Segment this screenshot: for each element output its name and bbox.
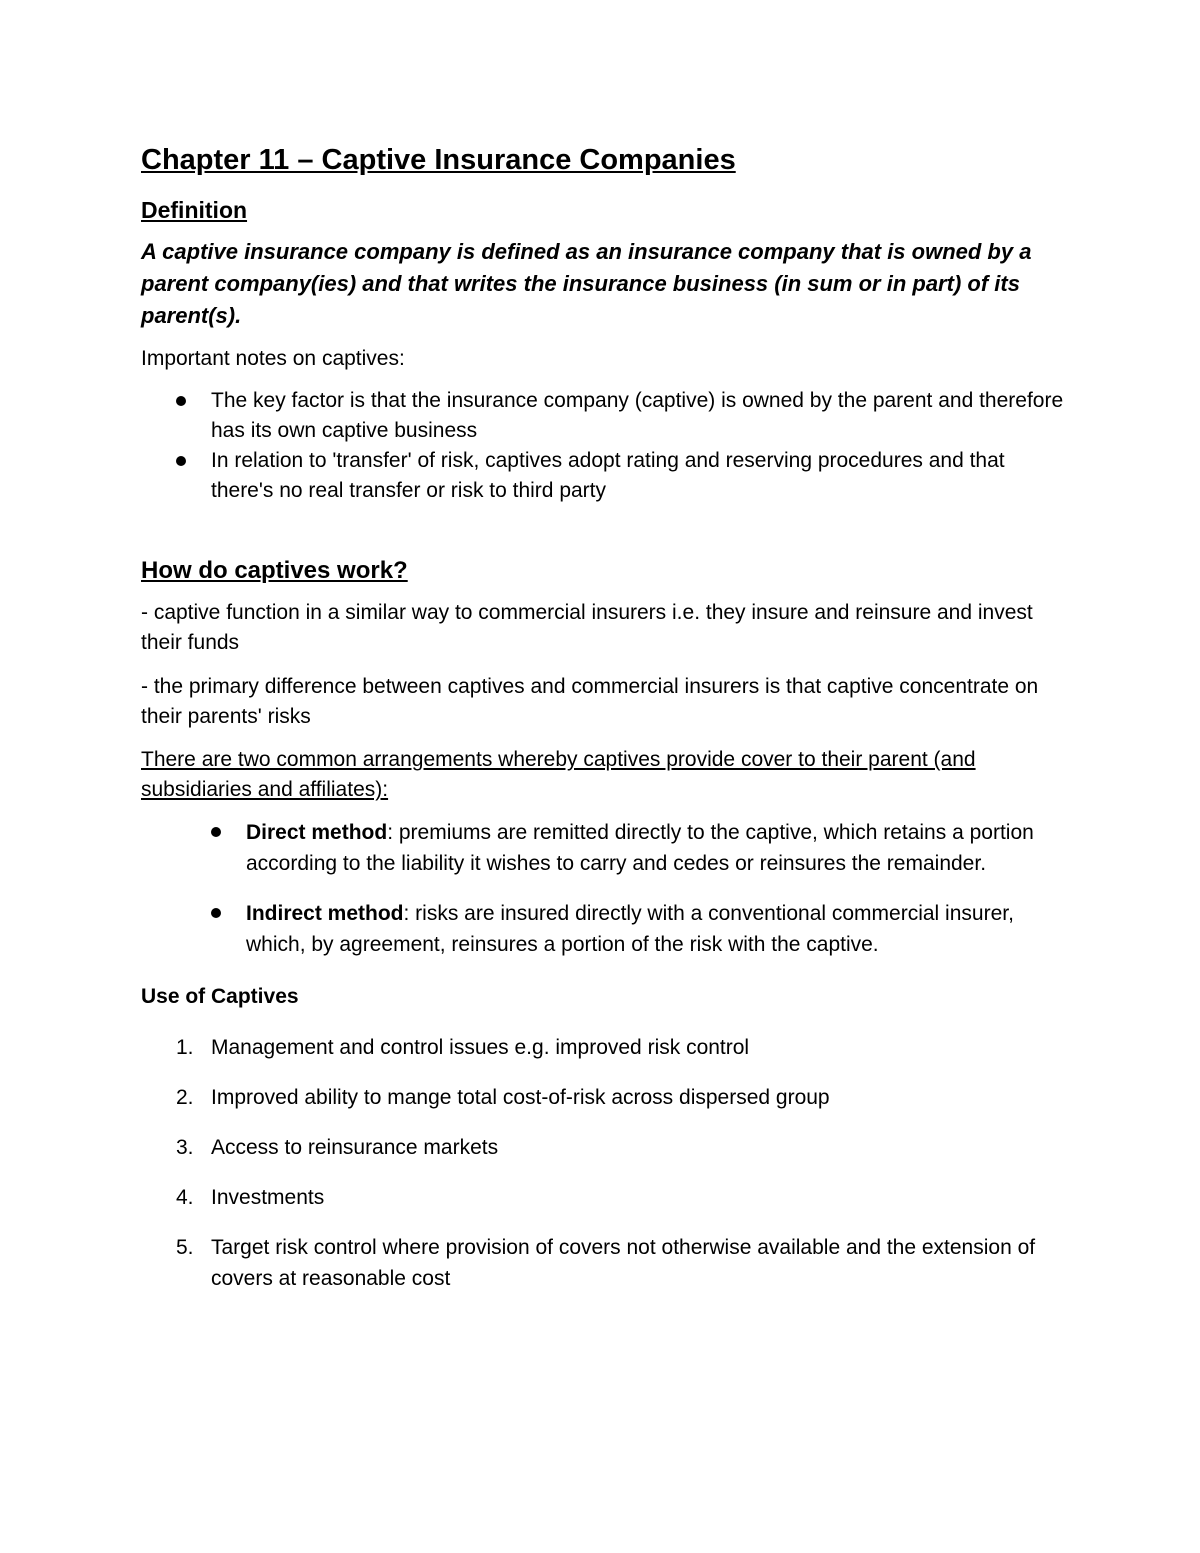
notes-list [141, 386, 1066, 506]
list-item [141, 898, 1066, 960]
list-item-text: Management and control issues e.g. improved risk control [211, 1036, 750, 1059]
list-number: 5. [176, 1236, 194, 1259]
method-description: : risks are insured directly with a conventional commercial insurer, which, by agreement, reinsures a portion of the risk with the captive. [246, 902, 1014, 956]
method-term: Indirect method [246, 902, 404, 925]
list-item [141, 817, 1066, 879]
arrangements-intro: There are two common arrangements whereby captives provide cover to their parent (and subsidiaries and affiliates): [141, 748, 976, 801]
page-title: Chapter 11 – Captive Insurance Companies [141, 144, 736, 176]
list-number: 3. [176, 1136, 194, 1159]
definition-heading: Definition [141, 197, 248, 223]
list-item-text: Target risk control where provision of covers not otherwise available and the extension of covers at reasonable cost [211, 1236, 1036, 1290]
bullet-icon [211, 908, 221, 918]
list-item-text: The key factor is that the insurance company (captive) is owned by the parent and therefore has its own captive business [211, 389, 1064, 442]
list-number: 2. [176, 1086, 194, 1109]
definition-text: A captive insurance company is defined as an insurance company that is owned by a parent company(ies) and that writes the insurance business (in sum or in part) of its parent(s). [141, 239, 1032, 328]
notes-intro: Important notes on captives: [141, 347, 405, 370]
method-term: Direct method [246, 821, 388, 844]
list-item-text: Investments [211, 1186, 325, 1209]
bullet-icon [176, 396, 186, 406]
how-paragraph-1: - captive function in a similar way to commercial insurers i.e. they insure and reinsure and invest their funds [141, 601, 1033, 654]
list-item-text: In relation to 'transfer' of risk, captives adopt rating and reserving procedures and that there's no real transfer or risk to third party [211, 449, 1005, 502]
method-description: : premiums are remitted directly to the captive, which retains a portion according to the liability it wishes to carry and cedes or reinsures the remainder. [246, 821, 1034, 875]
document-content [141, 140, 1066, 1294]
list-item [141, 386, 1066, 446]
how-heading: How do captives work? [141, 557, 408, 584]
list-number: 4. [176, 1186, 194, 1209]
list-item [141, 446, 1066, 506]
methods-list [141, 817, 1066, 960]
list-item-text: Improved ability to mange total cost-of-risk across dispersed group [211, 1086, 830, 1109]
list-item [141, 1232, 1066, 1294]
how-paragraph-2: - the primary difference between captives and commercial insurers is that captive concentrate on their parents' risks [141, 675, 1039, 728]
list-item [141, 1132, 1066, 1163]
list-item [141, 1182, 1066, 1213]
list-number: 1. [176, 1036, 194, 1059]
list-item [141, 1032, 1066, 1063]
bullet-icon [176, 456, 186, 466]
list-item [141, 1082, 1066, 1113]
list-item-text: Access to reinsurance markets [211, 1136, 499, 1159]
uses-list [141, 1032, 1066, 1294]
uses-heading: Use of Captives [141, 985, 299, 1008]
bullet-icon [211, 827, 221, 837]
